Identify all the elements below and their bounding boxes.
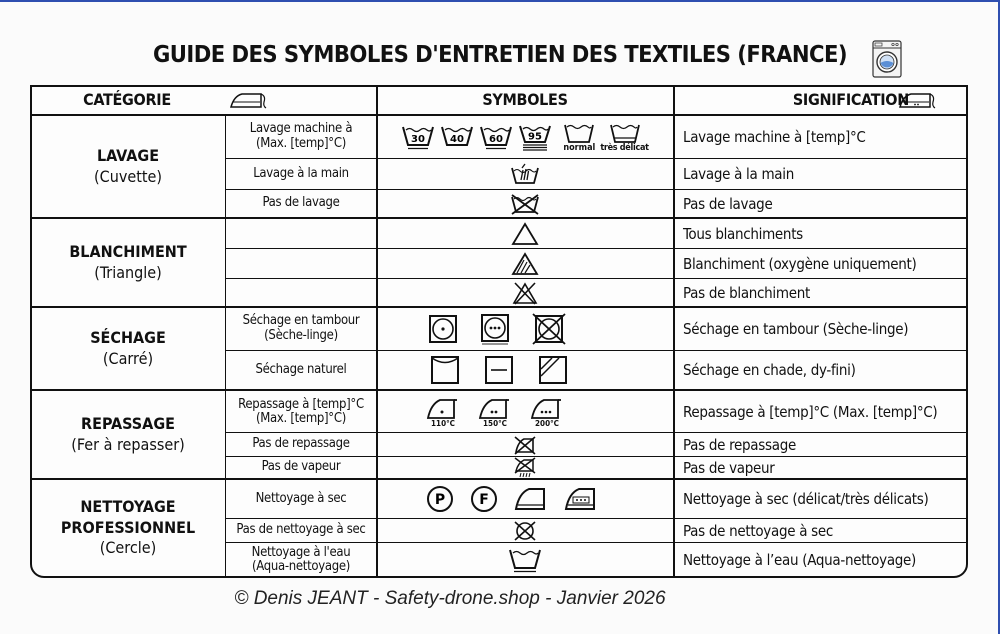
- symbols-pas-blanchiment: [378, 279, 672, 306]
- category-shape: (Cercle): [99, 538, 157, 558]
- category-name: REPASSAGE: [81, 413, 175, 433]
- bleach-any-icon: [511, 222, 539, 246]
- symbols-lavage-main: [378, 159, 672, 189]
- meaning-sechage-tambour: Séchage en tambour (Sèche-linge): [683, 320, 909, 338]
- row-label-sechage-tambour: [226, 308, 376, 350]
- iron-header-icon: [897, 90, 937, 110]
- label-line: Lavage machine à: [249, 121, 353, 137]
- symbols-blanchiment-tous: [378, 219, 672, 248]
- dry-clean-p-icon: [426, 485, 454, 513]
- no-iron-icon: [513, 435, 537, 455]
- symbol-caption: 150°C: [483, 418, 507, 428]
- iron-header-icon: [228, 90, 268, 110]
- label-line: Nettoyage à l'eau: [251, 545, 351, 561]
- frame-top-border: [0, 0, 1000, 2]
- wash-95-icon: [518, 122, 552, 152]
- wash-normal: [563, 122, 595, 153]
- category-shape: (Fer à repasser): [71, 434, 185, 454]
- wash-60-icon: [479, 123, 513, 151]
- row-label-pas-vapeur: Pas de vapeur: [261, 459, 341, 475]
- wash-tres-delicat: [600, 122, 648, 153]
- meaning-pas-nettoyage-sec: Pas de nettoyage à sec: [683, 521, 834, 540]
- washing-machine-icon: [872, 40, 902, 78]
- meaning-repassage-temp: Repassage à [temp]°C (Max. [temp]°C): [683, 402, 938, 421]
- tumble-dry-low-icon: [428, 314, 458, 344]
- iron-low-icon: [426, 396, 460, 420]
- row-label-nettoyage-eau: [226, 543, 376, 577]
- meaning-sechage-naturel: Séchage en chade, dy-fini): [683, 361, 856, 379]
- row-label-nettoyage-sec: Nettoyage à sec: [255, 490, 347, 506]
- svg-text:30: 30: [411, 134, 426, 145]
- meaning-pas-blanchiment: Pas de blanchiment: [683, 283, 810, 302]
- wash-normal-icon: [563, 122, 595, 144]
- label-line: (Max. [temp]°C): [256, 410, 346, 426]
- category-blanchiment: [32, 219, 224, 306]
- row-label-pas-repassage: Pas de repassage: [252, 436, 350, 452]
- meaning-blanchiment-oxygene: Blanchiment (oxygène uniquement): [683, 254, 917, 273]
- symbols-repassage-temp: [378, 391, 672, 432]
- meaning-lavage-main: Lavage à la main: [683, 165, 794, 183]
- svg-text:60: 60: [489, 134, 504, 145]
- row-label-lavage-main: Lavage à la main: [253, 165, 349, 181]
- header-symboles: SYMBOLES: [482, 90, 568, 110]
- meaning-lavage-machine: Lavage machine à [temp]°C: [683, 128, 866, 146]
- category-name: SÉCHAGE: [90, 327, 166, 347]
- symbol-caption: normal: [563, 142, 596, 153]
- svg-text:P: P: [434, 492, 446, 508]
- iron-200: [530, 396, 564, 428]
- row-label-pas-nettoyage-sec: Pas de nettoyage à sec: [236, 522, 366, 538]
- category-name-line2: PROFESSIONNEL: [60, 517, 196, 537]
- category-nettoyage-professionnel: [32, 480, 224, 576]
- meaning-pas-lavage: Pas de lavage: [683, 194, 773, 213]
- row-label-repassage-temp: [226, 391, 376, 432]
- meaning-pas-vapeur: Pas de vapeur: [683, 458, 775, 477]
- label-line: Repassage à [temp]°C: [238, 396, 364, 412]
- symbol-caption: très délicat: [600, 142, 649, 153]
- wet-clean-icon: [508, 546, 542, 574]
- flat-dry-icon: [484, 355, 514, 385]
- symbols-nettoyage-sec: [378, 480, 672, 518]
- label-line: (Aqua-nettoyage): [252, 559, 350, 574]
- symbols-lavage-machine: [378, 116, 672, 158]
- row-label-lavage-machine: [226, 116, 376, 158]
- line-dry-icon: [430, 355, 460, 385]
- label-line: (Sèche-linge): [264, 328, 338, 343]
- no-dry-clean-icon: [513, 520, 537, 542]
- no-bleach-icon: [511, 281, 539, 305]
- category-sechage: [32, 308, 224, 389]
- header-categorie: CATÉGORIE: [83, 90, 171, 110]
- symbols-sechage-naturel: [378, 351, 672, 389]
- header-signification: SIGNIFICATION: [792, 90, 909, 110]
- category-shape: (Cuvette): [94, 166, 162, 186]
- no-wash-icon: [509, 193, 541, 215]
- bleach-oxygen-icon: [511, 252, 539, 276]
- category-name-line1: NETTOYAGE: [80, 496, 176, 516]
- category-name: BLANCHIMENT: [69, 241, 187, 261]
- symbol-caption: 110°C: [431, 418, 455, 428]
- symbols-pas-vapeur: [378, 457, 672, 478]
- meaning-blanchiment-tous: Tous blanchiments: [683, 224, 803, 243]
- iron-150: [478, 396, 512, 428]
- label-line: (Max. [temp]°C): [256, 136, 346, 151]
- category-repassage: [32, 391, 224, 478]
- category-lavage: [32, 116, 224, 217]
- wash-tres-delicat-icon: [609, 122, 641, 144]
- iron-110: [426, 396, 460, 428]
- dry-clean-f-icon: [470, 485, 498, 513]
- hand-wash-icon: [510, 162, 540, 186]
- iron-high-icon: [530, 396, 564, 420]
- category-shape: (Carré): [102, 348, 154, 368]
- shade-dry-icon: [538, 355, 568, 385]
- iron-dots-icon: [564, 485, 598, 513]
- wash-30-icon: [401, 123, 435, 151]
- label-line: Séchage en tambour: [242, 313, 360, 329]
- symbols-nettoyage-eau: [378, 543, 672, 577]
- symbols-pas-nettoyage-sec: [378, 519, 672, 542]
- category-name: LAVAGE: [96, 145, 160, 165]
- category-shape: (Triangle): [94, 262, 162, 282]
- no-tumble-dry-icon: [532, 313, 566, 345]
- symbols-pas-repassage: [378, 433, 672, 456]
- iron-medium-icon: [478, 396, 512, 420]
- wash-40-icon: [440, 123, 474, 151]
- symbols-pas-lavage: [378, 190, 672, 217]
- row-label-sechage-naturel: Séchage naturel: [255, 361, 347, 377]
- meaning-pas-repassage: Pas de repassage: [683, 435, 796, 454]
- no-steam-icon: [513, 457, 537, 478]
- tumble-dry-high-icon: [480, 313, 510, 345]
- row-label-pas-lavage: Pas de lavage: [262, 195, 340, 211]
- svg-text:F: F: [479, 492, 489, 508]
- symbols-sechage-tambour: [378, 308, 672, 350]
- symbols-blanchiment-oxygene: [378, 249, 672, 278]
- svg-text:95: 95: [528, 131, 543, 143]
- meaning-nettoyage-eau: Nettoyage à l’eau (Aqua-nettoyage): [683, 551, 917, 569]
- page-title: GUIDE DES SYMBOLES D'ENTRETIEN DES TEXTILES (FRANCE): [152, 42, 848, 68]
- copyright-footer: © Denis JEANT - Safety-drone.shop - Janvier 2026: [234, 588, 666, 609]
- svg-text:40: 40: [450, 134, 465, 145]
- iron-plain-icon: [514, 485, 548, 513]
- meaning-nettoyage-sec: Nettoyage à sec (délicat/très délicats): [683, 490, 929, 508]
- symbol-caption: 200°C: [535, 418, 559, 428]
